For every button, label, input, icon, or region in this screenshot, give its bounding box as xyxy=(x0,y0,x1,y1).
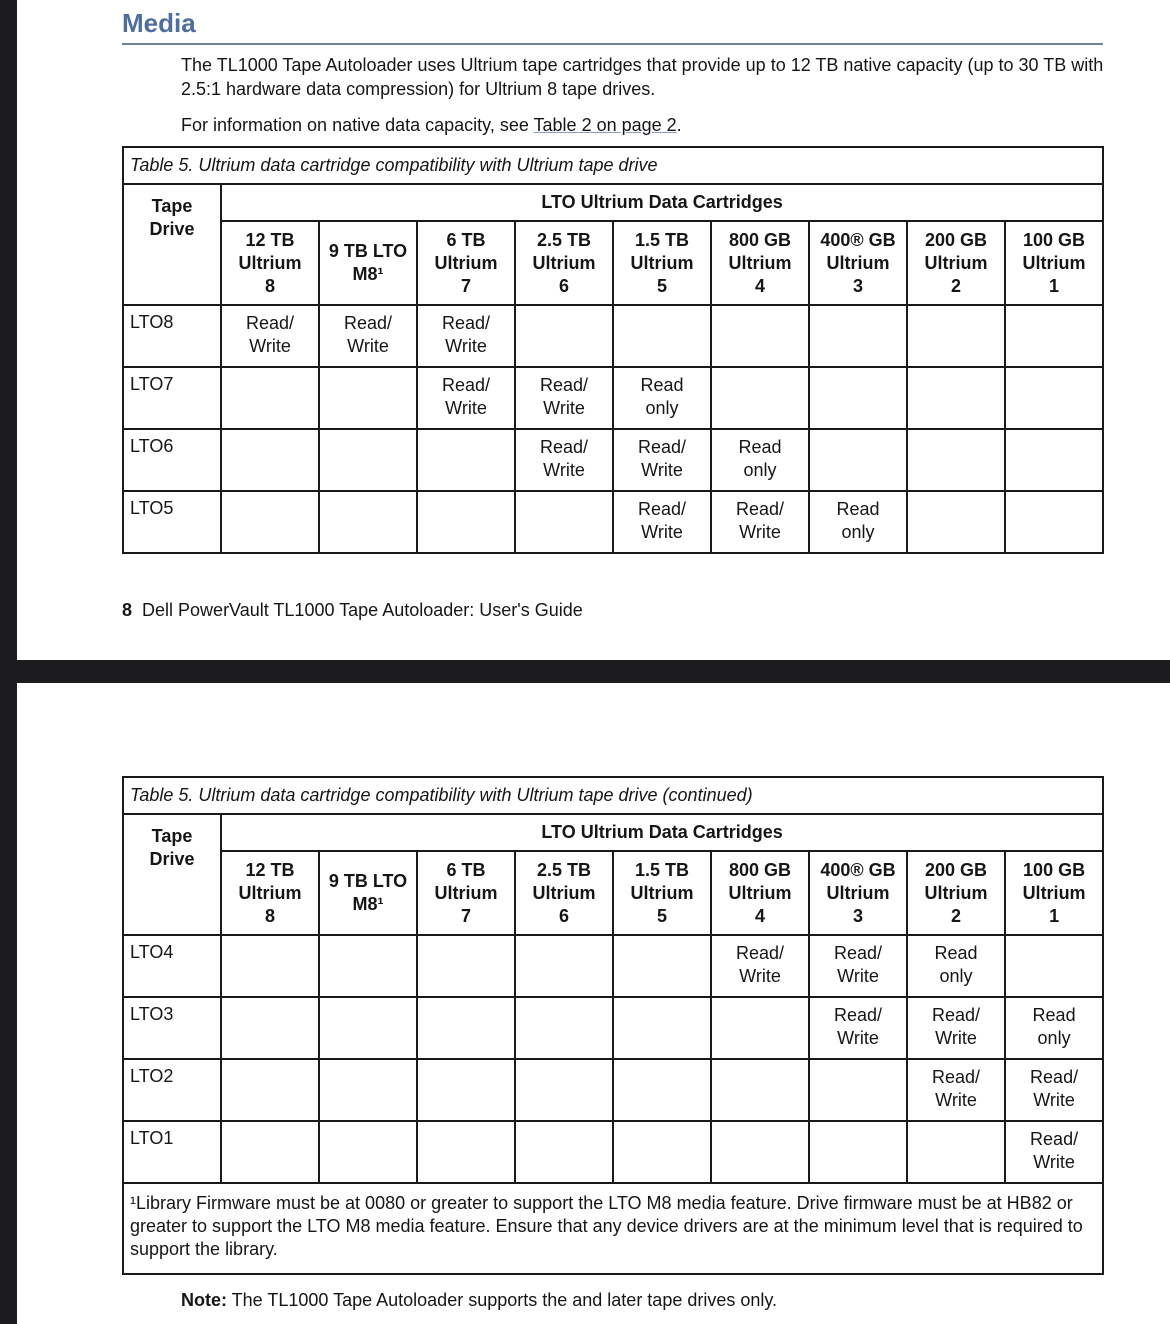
drive-cell: LTO2 xyxy=(123,1059,221,1121)
compat-cell: Read/ Write xyxy=(417,305,515,367)
compat-cell xyxy=(417,935,515,997)
compat-cell: Read only xyxy=(613,367,711,429)
compat-cell: Read/ Write xyxy=(613,429,711,491)
compat-cell: Read/ Write xyxy=(907,997,1005,1059)
compat-cell xyxy=(417,491,515,553)
compat-cell xyxy=(809,1121,907,1183)
compat-cell xyxy=(221,935,319,997)
compat-cell: Read/ Write xyxy=(515,367,613,429)
compat-cell xyxy=(515,305,613,367)
compat-cell: Read only xyxy=(711,429,809,491)
compat-cell: Read/ Write xyxy=(515,429,613,491)
note xyxy=(181,1290,777,1311)
compat-cell xyxy=(515,935,613,997)
column-header: 800 GB Ultrium 4 xyxy=(711,221,809,305)
compat-cell xyxy=(1005,935,1103,997)
drive-cell: LTO3 xyxy=(123,997,221,1059)
column-header: 6 TB Ultrium 7 xyxy=(417,851,515,935)
compat-cell xyxy=(515,1059,613,1121)
table-row xyxy=(123,935,1103,997)
table-row xyxy=(123,367,1103,429)
compat-cell xyxy=(417,1059,515,1121)
compat-cell xyxy=(613,305,711,367)
compat-cell xyxy=(319,997,417,1059)
column-header: 100 GB Ultrium 1 xyxy=(1005,851,1103,935)
compat-cell xyxy=(809,1059,907,1121)
table-row xyxy=(123,305,1103,367)
compat-cell xyxy=(907,491,1005,553)
compat-cell xyxy=(417,429,515,491)
compat-cell: Read/ Write xyxy=(711,491,809,553)
column-header: 2.5 TB Ultrium 6 xyxy=(515,221,613,305)
compat-cell xyxy=(417,997,515,1059)
compat-cell: Read/ Write xyxy=(319,305,417,367)
compat-cell xyxy=(319,491,417,553)
compat-cell: Read/ Write xyxy=(417,367,515,429)
compat-cell xyxy=(515,1121,613,1183)
compat-cell xyxy=(613,1121,711,1183)
table2-link[interactable]: Table 2 on page 2 xyxy=(533,115,677,135)
compatibility-table xyxy=(122,146,1104,554)
compat-cell xyxy=(711,367,809,429)
column-header: 12 TB Ultrium 8 xyxy=(221,851,319,935)
drive-cell: LTO4 xyxy=(123,935,221,997)
compat-cell xyxy=(1005,305,1103,367)
table-row xyxy=(123,429,1103,491)
compat-cell xyxy=(711,305,809,367)
compat-cell xyxy=(319,429,417,491)
table-caption: Table 5. Ultrium data cartridge compatibility with Ultrium tape drive xyxy=(123,147,1103,184)
column-header: 1.5 TB Ultrium 5 xyxy=(613,851,711,935)
tape-drive-header: Tape Drive xyxy=(123,184,221,305)
compatibility-table-continued xyxy=(122,776,1104,1275)
compat-cell xyxy=(907,367,1005,429)
column-header: 400® GB Ultrium 3 xyxy=(809,221,907,305)
intro-paragraph: The TL1000 Tape Autoloader uses Ultrium tape cartridges that provide up to 12 TB native capacity (up to 30 TB with 2.5:1 hardware data compression) for Ultrium 8 tape drives. xyxy=(181,55,1104,99)
cartridges-group-header: LTO Ultrium Data Cartridges xyxy=(221,814,1103,851)
compat-cell xyxy=(1005,367,1103,429)
compat-cell xyxy=(515,491,613,553)
drive-cell: LTO6 xyxy=(123,429,221,491)
compat-cell xyxy=(809,367,907,429)
compat-cell xyxy=(1005,429,1103,491)
column-header: 9 TB LTO M8¹ xyxy=(319,221,417,305)
compat-cell xyxy=(809,429,907,491)
compat-cell xyxy=(319,1121,417,1183)
column-header: 12 TB Ultrium 8 xyxy=(221,221,319,305)
compat-cell: Read/ Write xyxy=(1005,1121,1103,1183)
compat-cell xyxy=(613,1059,711,1121)
compat-cell: Read only xyxy=(907,935,1005,997)
column-header: 9 TB LTO M8¹ xyxy=(319,851,417,935)
note-text: The TL1000 Tape Autoloader supports the and later tape drives only. xyxy=(227,1290,778,1310)
table-row xyxy=(123,491,1103,553)
compat-cell xyxy=(907,1121,1005,1183)
page-separator xyxy=(0,660,1170,683)
tape-drive-header: Tape Drive xyxy=(123,814,221,935)
compat-cell xyxy=(613,935,711,997)
cartridges-group-header: LTO Ultrium Data Cartridges xyxy=(221,184,1103,221)
column-header: 800 GB Ultrium 4 xyxy=(711,851,809,935)
compat-cell xyxy=(711,1059,809,1121)
compat-cell: Read/ Write xyxy=(221,305,319,367)
compat-cell: Read/ Write xyxy=(613,491,711,553)
compat-cell xyxy=(809,305,907,367)
column-header: 100 GB Ultrium 1 xyxy=(1005,221,1103,305)
column-header: 200 GB Ultrium 2 xyxy=(907,851,1005,935)
compat-cell: Read/ Write xyxy=(809,997,907,1059)
page-number: 8 xyxy=(122,600,133,620)
compat-cell: Read/ Write xyxy=(711,935,809,997)
drive-cell: LTO5 xyxy=(123,491,221,553)
column-header: 200 GB Ultrium 2 xyxy=(907,221,1005,305)
note-label: Note: xyxy=(181,1290,227,1310)
compat-cell xyxy=(417,1121,515,1183)
compat-cell xyxy=(221,1121,319,1183)
drive-cell: LTO8 xyxy=(123,305,221,367)
footnote: ¹Library Firmware must be at 0080 or greater to support the LTO M8 media feature. Drive firmware must be at HB82 or greater to support the LTO M8 media feature. Ensure that any device drivers are at the minimum level that is required to support the library. xyxy=(123,1183,1103,1274)
compat-cell xyxy=(1005,491,1103,553)
compat-cell xyxy=(221,367,319,429)
compat-cell xyxy=(907,429,1005,491)
drive-cell: LTO7 xyxy=(123,367,221,429)
compat-cell xyxy=(221,1059,319,1121)
drive-cell: LTO1 xyxy=(123,1121,221,1183)
text: . xyxy=(676,115,682,135)
compat-cell xyxy=(221,491,319,553)
page-footer xyxy=(122,600,583,621)
compat-cell xyxy=(319,1059,417,1121)
compat-cell: Read/ Write xyxy=(907,1059,1005,1121)
table-row xyxy=(123,997,1103,1059)
compat-cell: Read/ Write xyxy=(809,935,907,997)
table-caption: Table 5. Ultrium data cartridge compatibility with Ultrium tape drive (continued) xyxy=(123,777,1103,814)
compat-cell xyxy=(319,935,417,997)
compat-cell: Read only xyxy=(809,491,907,553)
compat-cell xyxy=(221,997,319,1059)
table-row xyxy=(123,1121,1103,1183)
table-row xyxy=(123,1059,1103,1121)
column-header: 1.5 TB Ultrium 5 xyxy=(613,221,711,305)
guide-title: Dell PowerVault TL1000 Tape Autoloader: User's Guide xyxy=(142,600,583,620)
compat-cell xyxy=(711,1121,809,1183)
compat-cell: Read/ Write xyxy=(1005,1059,1103,1121)
column-header: 2.5 TB Ultrium 6 xyxy=(515,851,613,935)
compat-cell xyxy=(515,997,613,1059)
compat-cell xyxy=(319,367,417,429)
capacity-paragraph xyxy=(181,113,1106,137)
section-heading: Media xyxy=(122,8,196,38)
text: For information on native data capacity, see xyxy=(181,115,534,135)
column-header: 400® GB Ultrium 3 xyxy=(809,851,907,935)
column-header: 6 TB Ultrium 7 xyxy=(417,221,515,305)
compat-cell: Read only xyxy=(1005,997,1103,1059)
compat-cell xyxy=(711,997,809,1059)
compat-cell xyxy=(613,997,711,1059)
compat-cell xyxy=(221,429,319,491)
compat-cell xyxy=(907,305,1005,367)
heading-rule xyxy=(122,43,1103,45)
